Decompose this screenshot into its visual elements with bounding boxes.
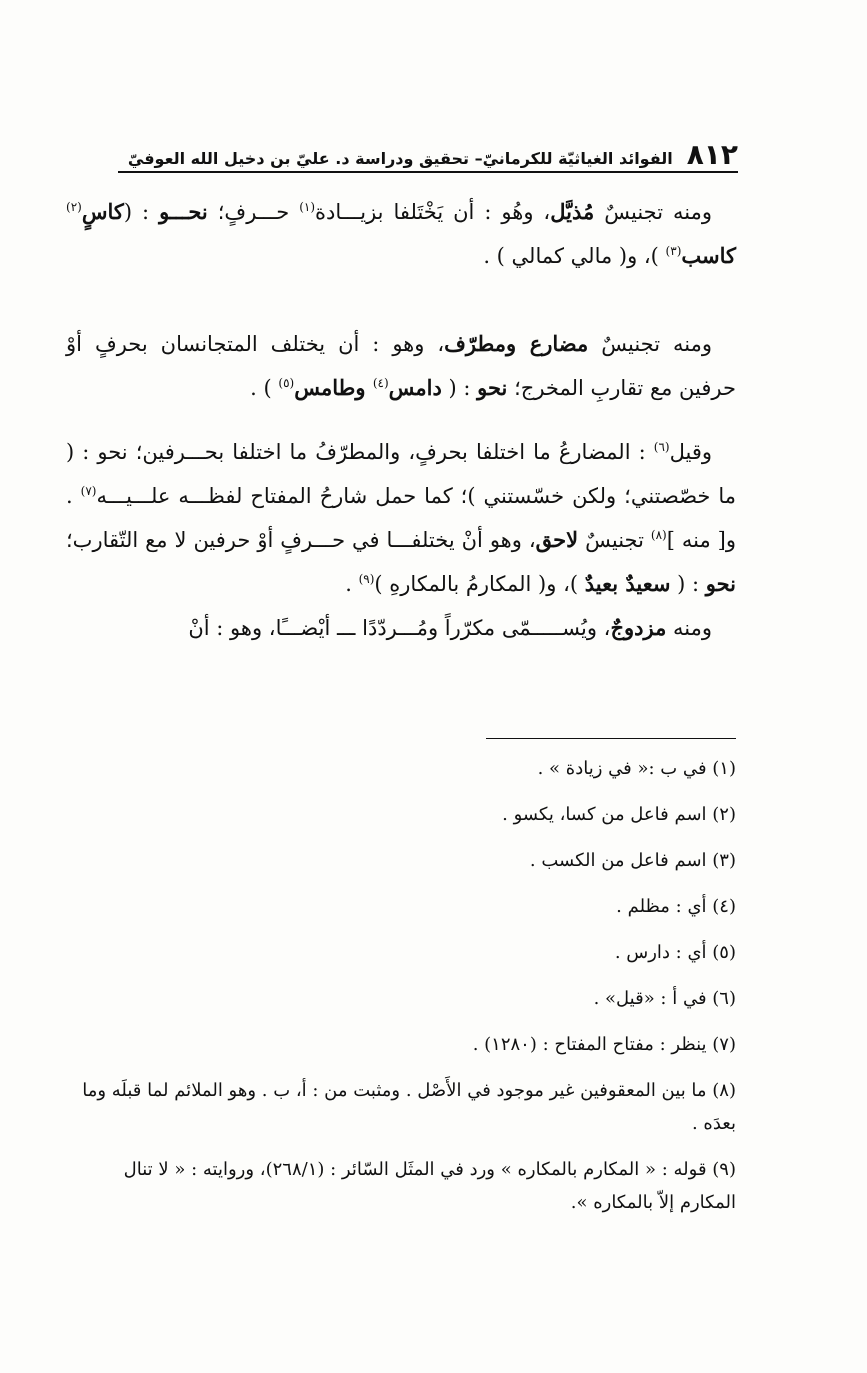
main-text (66, 190, 736, 650)
text-run: )، و( مالي كمالي ) . (483, 244, 666, 268)
example-word: دامس (388, 375, 442, 400)
footnote-ref-7[interactable]: (٧) (80, 484, 97, 498)
text-run: : ( (670, 572, 706, 596)
text-run: ومنه تجنيسٌ (594, 200, 713, 224)
text-run: وقيل (669, 440, 712, 464)
label-nahw: نحـــو (159, 199, 208, 224)
text-run: تجنيسٌ (578, 528, 651, 552)
text-run: )، و( المكارمُ بالمكارهِ ) (374, 572, 585, 596)
paragraph-mudhayyal (66, 190, 736, 278)
term-lahiq: لاحق (535, 527, 579, 552)
footnote-ref-6[interactable]: (٦) (653, 440, 670, 454)
text-run: ) . (250, 376, 279, 400)
paragraph-qila (66, 430, 736, 606)
text-run: ومنه تجنيسٌ (588, 332, 713, 356)
page-number: ٨١٢ (686, 138, 738, 171)
footnote-ref-9[interactable]: (٩) (358, 572, 375, 586)
text-run: ، وهو : أن يختلف المتجانسان بحرفٍ أوْ حرفين مع تقاربِ المخرج؛ (66, 332, 736, 400)
term-mudari-mutarraf: مضارع ومطرّف (444, 331, 589, 356)
paragraph-gap (66, 298, 736, 322)
text-run: : المضارعُ ما اختلفا بحرفٍ، والمطرّفُ ما اختلفا بحـــرفين؛ نحو : ( ما خصّصتني؛ ولكن خسّستني )؛ كما حمل شارحُ المفتاح لفظـــه علـــيـــه (66, 440, 736, 508)
text-run: حـــرفٍ؛ (207, 200, 300, 224)
paragraph-muzdawaj (66, 606, 736, 650)
footnote-3: (٣) اسم فاعل من الكسب . (529, 850, 736, 871)
footnote-ref-4[interactable]: (٤) (372, 376, 389, 390)
text-run: ، وهُو : أن يَخْتَلفا بزيـــادة (315, 200, 551, 224)
label-nahw: نحو (705, 571, 736, 596)
running-title: الفوائد الغياثيّة للكرمانيّ– تحقيق ودراسة د. عليّ بن دخيل الله العوفيّ (127, 149, 673, 168)
paragraph-mudari (66, 322, 736, 410)
footnote-rule (486, 738, 736, 739)
footnote-1: (١) في ب :« في زيادة » . (537, 758, 736, 779)
text-run: . (345, 572, 359, 596)
text-run: ، وهو أنْ يختلفـــا في حـــرفٍ أوْ حرفين لا مع التّقارب؛ (66, 528, 536, 552)
text-run: . و[ منه ] (66, 484, 736, 552)
footnote-4: (٤) أي : مظلم . (616, 896, 736, 917)
footnotes (66, 752, 736, 1232)
footnote-ref-3[interactable]: (٣) (665, 244, 682, 258)
footnote-ref-1[interactable]: (١) (299, 200, 316, 214)
footnote-9: (٩) قوله : « المكارم بالمكاره » ورد في المثَل السّائر : (٢٦٨/١)، وروايته : « لا تنال المكارم إلاّ بالمكاره ». (123, 1159, 736, 1213)
footnote-2: (٢) اسم فاعل من كسا، يكسو . (502, 804, 736, 825)
page-header (118, 138, 738, 171)
term-mudhayyal: مُذيَّل (550, 199, 595, 224)
footnote-ref-8[interactable]: (٨) (650, 528, 667, 542)
footnote-ref-5[interactable]: (٥) (278, 376, 295, 390)
label-nahw: نحو (477, 375, 508, 400)
term-muzdawaj: مزدوجٌ (610, 615, 667, 640)
example-word: سعيدٌ بعيدٌ (584, 571, 671, 596)
footnote-8: (٨) ما بين المعقوفين غير موجود في الأَصْل . ومثبت من : أ، ب . وهو الملائم لما قبلَه وما بعدَه . (82, 1080, 736, 1134)
text-run: ، ويُســـــمّى مكرّراً ومُـــردّدًا ـــ أيْضـــًا، وهو : أنْ (188, 616, 611, 640)
footnote-7: (٧) ينظر : مفتاح المفتاح : (١٢٨٠) . (472, 1034, 736, 1055)
text-run: ومنه (666, 616, 712, 640)
text-run: : ( (123, 200, 160, 224)
text-run: : ( (441, 376, 478, 400)
example-word: وطامس (294, 375, 373, 400)
example-word: كاسٍ (81, 199, 124, 224)
header-rule (118, 171, 738, 173)
example-word: كاسب (681, 243, 736, 268)
footnote-ref-2[interactable]: (٢) (66, 200, 82, 214)
footnote-6: (٦) في أ : «قيل» . (593, 988, 736, 1009)
footnote-5: (٥) أي : دارس . (614, 942, 736, 963)
